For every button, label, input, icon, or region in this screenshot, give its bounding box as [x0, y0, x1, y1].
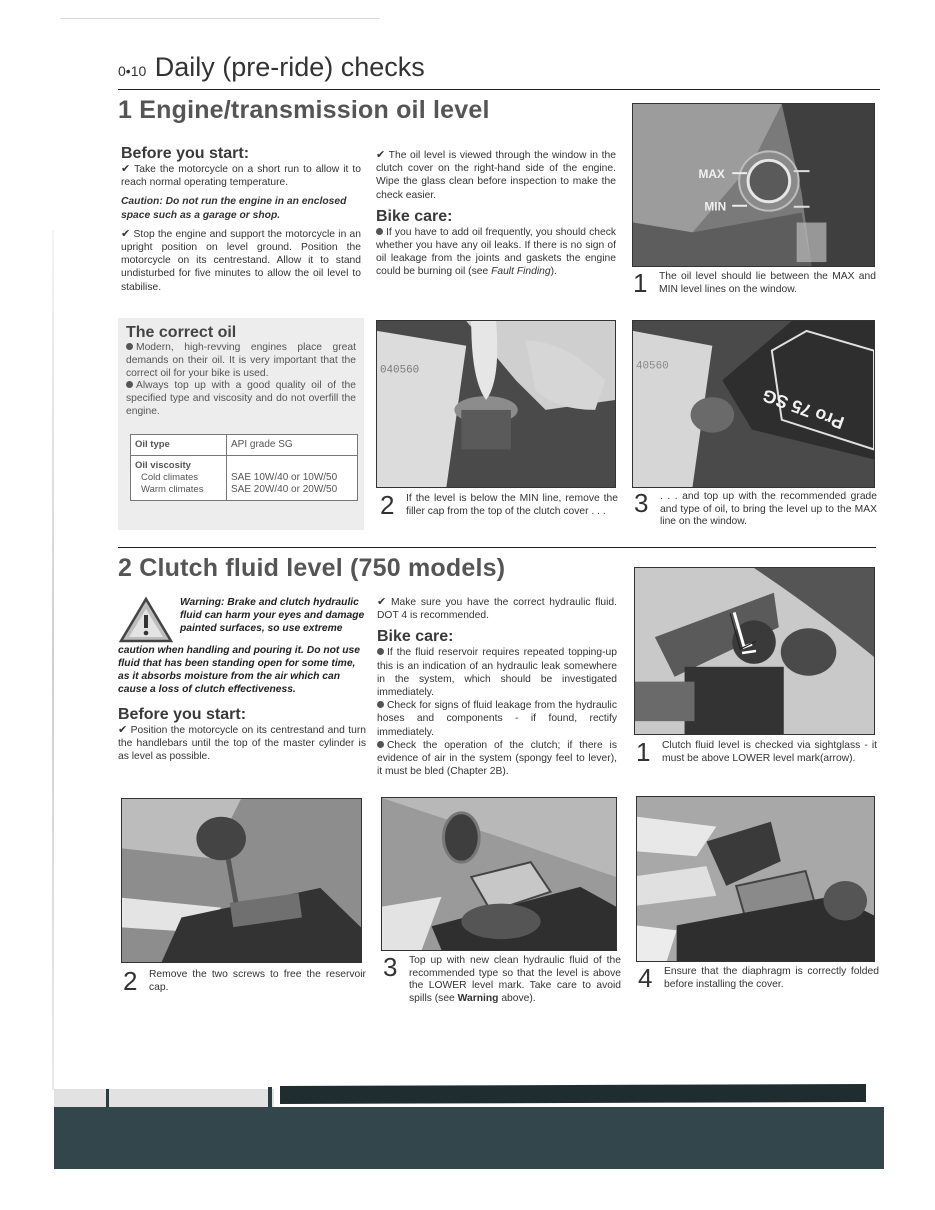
oil-type-value: API grade SG	[227, 435, 358, 456]
instruction-text: Position the motorcycle on its centrestand and turn the handlebars until the top of the master cylinder is as level as possible.	[118, 725, 366, 763]
warning-reference: Warning	[457, 992, 499, 1004]
tick-icon: ✔	[121, 227, 131, 240]
section-2-middle-column	[377, 596, 617, 784]
photo-diaphragm-folded	[636, 796, 875, 962]
correct-oil-box	[118, 318, 364, 530]
step-number: 1	[633, 268, 648, 298]
caption-text: Ensure that the diaphragm is correctly folded before installing the cover.	[664, 966, 879, 990]
instruction-text: Take the motorcycle on a short run to allow it to reach normal operating temperature.	[121, 164, 361, 189]
section-2-left-column	[118, 596, 366, 770]
instruction-text: The oil level is viewed through the window in the clutch cover on the right-hand side of the engine. Wipe the glass clean before inspection to make the check easier.	[376, 150, 616, 201]
bike-care-text: Check for signs of fluid leakage from the hydraulic hoses and components - if found, rectify immediately.	[377, 700, 617, 738]
warm-climates-label: Warm climates	[141, 484, 204, 495]
section-2-title: 2 Clutch fluid level (750 models)	[118, 554, 506, 582]
photo-2-3-caption	[383, 952, 621, 1005]
caption-text: If the level is below the MIN line, remove the filler cap from the top of the clutch cover . . .	[406, 493, 618, 517]
warning-triangle-icon	[118, 596, 174, 644]
tick-icon: ✔	[118, 724, 128, 736]
fault-finding-reference: Fault Finding	[491, 266, 551, 278]
before-you-start-heading: Before you start:	[118, 706, 247, 723]
warning-block	[118, 596, 366, 644]
step-number: 2	[380, 490, 395, 520]
bullet-icon	[377, 701, 384, 708]
page-header	[118, 52, 880, 83]
photo-remove-filler-cap	[376, 320, 616, 488]
scan-edge-strip	[54, 1085, 884, 1107]
photo-top-up-oil	[632, 320, 875, 488]
bullet-icon	[126, 343, 133, 350]
bullet-icon	[377, 741, 384, 748]
warm-climates-value: SAE 20W/40 or 20W/50	[231, 484, 338, 495]
step-number: 1	[636, 737, 651, 767]
scan-dark-band	[54, 1107, 884, 1169]
min-label: MIN	[704, 199, 727, 214]
bike-care-text: Check the operation of the clutch; if there is evidence of air in the system (spongy feel to lever), it must be bled (Chapter 2B).	[377, 739, 617, 778]
oil-spec-table	[130, 434, 358, 501]
photo-2-caption	[380, 490, 618, 520]
strip-mark	[268, 1087, 272, 1107]
strip-dark	[280, 1084, 866, 1104]
photo-oil-sight-window	[632, 103, 875, 267]
section-divider	[118, 547, 876, 548]
instruction-text: Stop the engine and support the motorcycle in an upright position on level ground. Position the motorcycle on its centrestand. Allow it to stand undisturbed for five minutes to allow the oil level to stabilise.	[121, 228, 361, 293]
tick-icon: ✔	[121, 163, 131, 175]
instruction-text: Make sure you have the correct hydraulic fluid. DOT 4 is recommended.	[377, 597, 617, 622]
photo-2-1-caption	[636, 737, 877, 767]
bullet-icon	[126, 381, 133, 388]
page-binding-shadow	[52, 230, 54, 1090]
step-number: 3	[634, 488, 649, 518]
correct-oil-text: Always top up with a good quality oil of the specified type and viscosity and do not overfill the engine.	[126, 380, 356, 417]
caption-text: . . . and top up with the recommended grade and type of oil, to bring the level up to the MAX line on the window.	[660, 491, 877, 528]
photo-3-caption	[634, 488, 877, 529]
table-row	[131, 435, 358, 456]
caption-text: Top up with new clean hydraulic fluid of the recommended type so that the level is above the LOWER level mark. Take care to avoid spills (see	[409, 955, 621, 1004]
photo-stamp: 040560	[379, 364, 420, 377]
bullet-icon	[377, 648, 384, 655]
oil-viscosity-label: Oil viscosity	[135, 460, 191, 471]
photo-stamp: 40560	[635, 360, 669, 373]
punctuation: ).	[550, 266, 557, 278]
step-number: 3	[383, 952, 398, 982]
chapter-title: Daily (pre-ride) checks	[154, 52, 425, 82]
strip-mark	[106, 1089, 109, 1107]
correct-oil-heading: The correct oil	[126, 324, 237, 341]
scan-artifact-line	[60, 18, 380, 19]
caption-text: The oil level should lie between the MAX and MIN level lines on the window.	[659, 271, 876, 295]
photo-1-caption	[633, 268, 876, 298]
warning-text-continued: caution when handling and pouring it. Do not use fluid that has been standing open for some time, as it absorbs moisture from the air which can cause a loss of clutch effectiveness.	[118, 645, 360, 695]
tick-icon: ✔	[376, 149, 386, 161]
bike-care-heading: Bike care:	[377, 628, 454, 646]
warning-text: Warning: Brake and clutch hydraulic fluid can harm your eyes and damage painted surfaces, so use extreme	[180, 597, 365, 634]
max-label: MAX	[698, 167, 725, 182]
photo-2-2-caption	[123, 966, 366, 996]
caption-text: above).	[498, 992, 536, 1004]
page-number: 0•10	[118, 63, 147, 79]
section-1-title: 1 Engine/transmission oil level	[118, 96, 490, 124]
oil-bottle-label: Pro 75 SG	[759, 385, 847, 433]
table-row	[131, 456, 358, 501]
step-number: 2	[123, 966, 138, 996]
before-you-start-heading: Before you start:	[121, 145, 250, 162]
caution-text: Caution: Do not run the engine in an enclosed space such as a garage or shop.	[121, 196, 347, 221]
cold-climates-label: Cold climates	[141, 472, 199, 483]
bullet-icon	[376, 228, 383, 235]
photo-2-4-caption	[638, 963, 879, 993]
bike-care-text: If you have to add oil frequently, you should check whether you have any oil leaks. If there is no sign of oil leakage from the joints and gaskets the engine could be burning oil (see	[376, 226, 616, 278]
caption-text: Remove the two screws to free the reservoir cap.	[149, 969, 366, 993]
tick-icon: ✔	[377, 596, 387, 608]
bike-care-text: If the fluid reservoir requires repeated topping-up this is an indication of an hydraulic leak somewhere in the system, which should be investigated immediately.	[377, 647, 617, 699]
bike-care-heading: Bike care:	[376, 207, 453, 225]
section-1-middle-column	[376, 149, 616, 285]
caption-text: Clutch fluid level is checked via sightglass - it must be above LOWER level mark(arrow).	[662, 740, 877, 764]
strip-light	[54, 1089, 274, 1107]
section-1-before-you-start	[121, 143, 361, 300]
cold-climates-value: SAE 10W/40 or 10W/50	[231, 472, 338, 483]
header-rule	[118, 89, 880, 90]
photo-remove-reservoir-screws	[121, 798, 362, 963]
step-number: 4	[638, 963, 653, 993]
correct-oil-text: Modern, high-revving engines place great demands on their oil. It is very important that the correct oil for your bike is used.	[126, 342, 356, 379]
photo-top-up-fluid	[381, 797, 617, 951]
photo-clutch-sightglass	[634, 567, 875, 735]
oil-type-label: Oil type	[131, 435, 227, 456]
